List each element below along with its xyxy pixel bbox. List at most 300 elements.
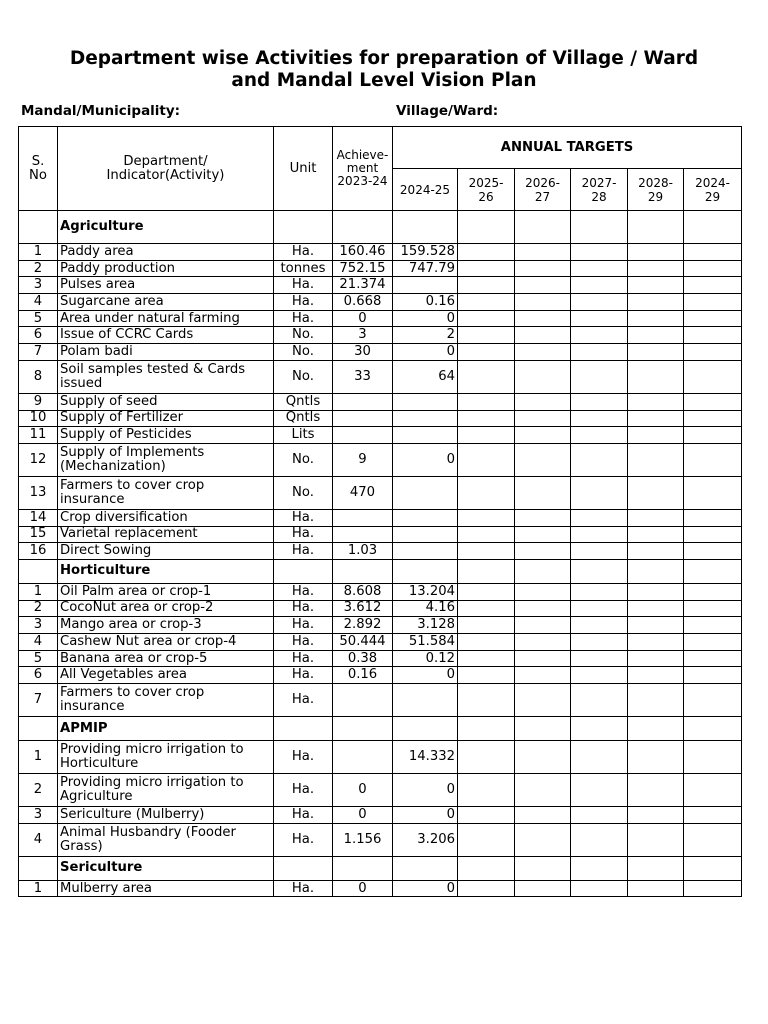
empty-cell bbox=[274, 559, 333, 583]
row-achievement: 33 bbox=[333, 360, 393, 393]
empty-target-cell bbox=[684, 823, 742, 856]
section-row bbox=[19, 559, 742, 583]
row-unit: Ha. bbox=[274, 543, 333, 560]
row-sno: 7 bbox=[19, 344, 58, 361]
empty-cell bbox=[571, 856, 628, 880]
row-activity: Sugarcane area bbox=[58, 294, 274, 311]
empty-cell bbox=[19, 211, 58, 244]
header-sno bbox=[19, 127, 58, 211]
empty-target-cell bbox=[628, 427, 684, 444]
empty-target-cell bbox=[458, 807, 515, 824]
row-achievement: 3 bbox=[333, 327, 393, 344]
empty-cell bbox=[19, 559, 58, 583]
row-activity: Polam badi bbox=[58, 344, 274, 361]
empty-target-cell bbox=[628, 634, 684, 651]
empty-target-cell bbox=[515, 774, 571, 807]
empty-target-cell bbox=[684, 393, 742, 410]
empty-target-cell bbox=[571, 410, 628, 427]
row-target-2024-25: 3.206 bbox=[393, 823, 458, 856]
empty-target-cell bbox=[515, 427, 571, 444]
table-row bbox=[19, 650, 742, 667]
row-achievement: 0 bbox=[333, 880, 393, 897]
empty-cell bbox=[274, 717, 333, 741]
empty-target-cell bbox=[515, 277, 571, 294]
empty-target-cell bbox=[571, 774, 628, 807]
row-unit: Ha. bbox=[274, 310, 333, 327]
empty-target-cell bbox=[515, 294, 571, 311]
empty-target-cell bbox=[684, 294, 742, 311]
empty-cell bbox=[393, 559, 458, 583]
row-sno: 15 bbox=[19, 526, 58, 543]
empty-cell bbox=[458, 211, 515, 244]
empty-cell bbox=[628, 211, 684, 244]
table-row bbox=[19, 543, 742, 560]
empty-target-cell bbox=[571, 476, 628, 509]
row-target-2024-25 bbox=[393, 393, 458, 410]
empty-cell bbox=[571, 559, 628, 583]
empty-target-cell bbox=[515, 667, 571, 684]
section-row bbox=[19, 717, 742, 741]
empty-cell bbox=[333, 856, 393, 880]
header-achievement bbox=[333, 127, 393, 211]
empty-target-cell bbox=[515, 360, 571, 393]
empty-target-cell bbox=[458, 583, 515, 600]
row-activity: Paddy area bbox=[58, 244, 274, 261]
empty-cell bbox=[628, 717, 684, 741]
row-target-2024-25: 0.16 bbox=[393, 294, 458, 311]
section-name: Agriculture bbox=[58, 211, 274, 244]
row-unit: Ha. bbox=[274, 741, 333, 774]
empty-target-cell bbox=[628, 443, 684, 476]
empty-cell bbox=[515, 856, 571, 880]
row-unit: Ha. bbox=[274, 244, 333, 261]
empty-target-cell bbox=[515, 410, 571, 427]
row-sno: 7 bbox=[19, 684, 58, 717]
row-target-2024-25: 0 bbox=[393, 880, 458, 897]
row-unit: Ha. bbox=[274, 583, 333, 600]
row-unit: Ha. bbox=[274, 634, 333, 651]
row-achievement: 0.16 bbox=[333, 667, 393, 684]
empty-target-cell bbox=[571, 807, 628, 824]
row-target-2024-25 bbox=[393, 277, 458, 294]
empty-target-cell bbox=[684, 427, 742, 444]
row-unit: No. bbox=[274, 443, 333, 476]
table-row bbox=[19, 526, 742, 543]
row-target-2024-25 bbox=[393, 509, 458, 526]
empty-target-cell bbox=[458, 277, 515, 294]
row-achievement: 9 bbox=[333, 443, 393, 476]
row-activity: Sericulture (Mulberry) bbox=[58, 807, 274, 824]
row-achievement: 0 bbox=[333, 807, 393, 824]
row-activity: Mango area or crop-3 bbox=[58, 617, 274, 634]
empty-target-cell bbox=[571, 634, 628, 651]
row-achievement: 1.156 bbox=[333, 823, 393, 856]
empty-cell bbox=[515, 717, 571, 741]
row-target-2024-25 bbox=[393, 410, 458, 427]
empty-target-cell bbox=[458, 360, 515, 393]
empty-target-cell bbox=[571, 583, 628, 600]
row-sno: 8 bbox=[19, 360, 58, 393]
row-achievement: 752.15 bbox=[333, 260, 393, 277]
row-target-2024-25 bbox=[393, 543, 458, 560]
empty-target-cell bbox=[515, 741, 571, 774]
row-achievement: 21.374 bbox=[333, 277, 393, 294]
empty-cell bbox=[684, 559, 742, 583]
header-year bbox=[684, 169, 742, 211]
empty-cell bbox=[458, 559, 515, 583]
row-sno: 1 bbox=[19, 880, 58, 897]
empty-target-cell bbox=[515, 526, 571, 543]
empty-target-cell bbox=[628, 583, 684, 600]
empty-target-cell bbox=[458, 410, 515, 427]
row-achievement bbox=[333, 741, 393, 774]
empty-target-cell bbox=[684, 684, 742, 717]
empty-target-cell bbox=[571, 393, 628, 410]
row-activity: Area under natural farming bbox=[58, 310, 274, 327]
empty-cell bbox=[571, 717, 628, 741]
row-achievement: 0.668 bbox=[333, 294, 393, 311]
empty-target-cell bbox=[515, 509, 571, 526]
table-row bbox=[19, 741, 742, 774]
row-achievement: 0.38 bbox=[333, 650, 393, 667]
table-row bbox=[19, 260, 742, 277]
row-unit: Qntls bbox=[274, 410, 333, 427]
empty-target-cell bbox=[684, 327, 742, 344]
header-unit bbox=[274, 127, 333, 211]
empty-cell bbox=[274, 856, 333, 880]
empty-target-cell bbox=[628, 244, 684, 261]
row-sno: 2 bbox=[19, 600, 58, 617]
empty-target-cell bbox=[628, 476, 684, 509]
row-unit: Ha. bbox=[274, 807, 333, 824]
empty-target-cell bbox=[515, 260, 571, 277]
row-target-2024-25 bbox=[393, 427, 458, 444]
table-row bbox=[19, 684, 742, 717]
row-unit: Ha. bbox=[274, 650, 333, 667]
empty-target-cell bbox=[684, 526, 742, 543]
row-activity: Issue of CCRC Cards bbox=[58, 327, 274, 344]
row-target-2024-25: 747.79 bbox=[393, 260, 458, 277]
empty-target-cell bbox=[515, 583, 571, 600]
table-row bbox=[19, 634, 742, 651]
header-year bbox=[515, 169, 571, 211]
empty-target-cell bbox=[571, 310, 628, 327]
row-target-2024-25: 4.16 bbox=[393, 600, 458, 617]
empty-target-cell bbox=[458, 509, 515, 526]
empty-target-cell bbox=[571, 526, 628, 543]
empty-target-cell bbox=[515, 244, 571, 261]
row-sno: 13 bbox=[19, 476, 58, 509]
section-name: Sericulture bbox=[58, 856, 274, 880]
empty-target-cell bbox=[515, 684, 571, 717]
row-target-2024-25: 159.528 bbox=[393, 244, 458, 261]
row-sno: 12 bbox=[19, 443, 58, 476]
row-unit: Ha. bbox=[274, 526, 333, 543]
empty-target-cell bbox=[458, 526, 515, 543]
empty-cell bbox=[333, 559, 393, 583]
header-year-text: 2024- 29 bbox=[695, 175, 730, 204]
row-activity: Supply of seed bbox=[58, 393, 274, 410]
empty-cell bbox=[684, 717, 742, 741]
table-row bbox=[19, 880, 742, 897]
row-target-2024-25: 0.12 bbox=[393, 650, 458, 667]
row-activity: Cashew Nut area or crop-4 bbox=[58, 634, 274, 651]
empty-target-cell bbox=[458, 260, 515, 277]
empty-cell bbox=[515, 211, 571, 244]
row-activity: Animal Husbandry (Fooder Grass) bbox=[58, 823, 274, 856]
row-sno: 3 bbox=[19, 277, 58, 294]
empty-target-cell bbox=[571, 617, 628, 634]
empty-target-cell bbox=[628, 741, 684, 774]
row-achievement bbox=[333, 427, 393, 444]
empty-target-cell bbox=[684, 741, 742, 774]
header-year bbox=[571, 169, 628, 211]
row-unit: Ha. bbox=[274, 823, 333, 856]
empty-target-cell bbox=[684, 617, 742, 634]
empty-target-cell bbox=[571, 427, 628, 444]
empty-target-cell bbox=[684, 509, 742, 526]
empty-target-cell bbox=[458, 823, 515, 856]
empty-target-cell bbox=[628, 310, 684, 327]
mandal-label: Mandal/Municipality: bbox=[21, 103, 181, 119]
row-achievement bbox=[333, 526, 393, 543]
table-row bbox=[19, 277, 742, 294]
header-annual-targets bbox=[393, 127, 742, 169]
empty-target-cell bbox=[571, 244, 628, 261]
row-sno: 5 bbox=[19, 310, 58, 327]
table-row bbox=[19, 443, 742, 476]
empty-target-cell bbox=[458, 443, 515, 476]
section-row bbox=[19, 211, 742, 244]
empty-target-cell bbox=[515, 823, 571, 856]
row-sno: 10 bbox=[19, 410, 58, 427]
empty-cell bbox=[628, 559, 684, 583]
row-sno: 14 bbox=[19, 509, 58, 526]
empty-cell bbox=[393, 211, 458, 244]
table-row bbox=[19, 393, 742, 410]
empty-cell bbox=[458, 856, 515, 880]
row-unit: No. bbox=[274, 476, 333, 509]
empty-cell bbox=[684, 211, 742, 244]
empty-target-cell bbox=[628, 393, 684, 410]
row-unit: Ha. bbox=[274, 684, 333, 717]
row-achievement bbox=[333, 684, 393, 717]
empty-target-cell bbox=[571, 741, 628, 774]
empty-target-cell bbox=[628, 260, 684, 277]
row-target-2024-25: 51.584 bbox=[393, 634, 458, 651]
empty-target-cell bbox=[628, 360, 684, 393]
empty-target-cell bbox=[684, 476, 742, 509]
row-target-2024-25: 0 bbox=[393, 667, 458, 684]
row-activity: Soil samples tested & Cards issued bbox=[58, 360, 274, 393]
empty-cell bbox=[333, 717, 393, 741]
row-activity: All Vegetables area bbox=[58, 667, 274, 684]
empty-target-cell bbox=[684, 583, 742, 600]
empty-target-cell bbox=[458, 310, 515, 327]
table-row bbox=[19, 244, 742, 261]
table-row bbox=[19, 327, 742, 344]
row-sno: 3 bbox=[19, 807, 58, 824]
row-activity: Providing micro irrigation to Agriculture bbox=[58, 774, 274, 807]
row-unit: No. bbox=[274, 327, 333, 344]
empty-target-cell bbox=[571, 667, 628, 684]
empty-target-cell bbox=[515, 393, 571, 410]
row-activity: Farmers to cover crop insurance bbox=[58, 684, 274, 717]
empty-target-cell bbox=[571, 360, 628, 393]
empty-target-cell bbox=[458, 617, 515, 634]
row-achievement bbox=[333, 509, 393, 526]
empty-target-cell bbox=[684, 277, 742, 294]
row-activity: Crop diversification bbox=[58, 509, 274, 526]
empty-target-cell bbox=[571, 509, 628, 526]
row-activity: Supply of Fertilizer bbox=[58, 410, 274, 427]
row-target-2024-25 bbox=[393, 526, 458, 543]
empty-target-cell bbox=[628, 684, 684, 717]
header-annual-targets-text: ANNUAL TARGETS bbox=[500, 139, 634, 155]
empty-target-cell bbox=[458, 634, 515, 651]
empty-target-cell bbox=[458, 741, 515, 774]
empty-target-cell bbox=[515, 807, 571, 824]
table-row bbox=[19, 344, 742, 361]
section-name: Horticulture bbox=[58, 559, 274, 583]
row-achievement: 50.444 bbox=[333, 634, 393, 651]
row-unit: Ha. bbox=[274, 600, 333, 617]
empty-target-cell bbox=[684, 880, 742, 897]
row-sno: 1 bbox=[19, 741, 58, 774]
table-row bbox=[19, 617, 742, 634]
empty-target-cell bbox=[628, 294, 684, 311]
empty-target-cell bbox=[628, 344, 684, 361]
row-target-2024-25: 0 bbox=[393, 443, 458, 476]
empty-target-cell bbox=[571, 823, 628, 856]
village-label: Village/Ward: bbox=[396, 103, 499, 119]
table-row bbox=[19, 427, 742, 444]
row-sno: 6 bbox=[19, 667, 58, 684]
empty-cell bbox=[515, 559, 571, 583]
header-year bbox=[393, 169, 458, 211]
row-unit: No. bbox=[274, 360, 333, 393]
header-department bbox=[58, 127, 274, 211]
row-sno: 5 bbox=[19, 650, 58, 667]
empty-target-cell bbox=[684, 260, 742, 277]
row-sno: 3 bbox=[19, 617, 58, 634]
empty-target-cell bbox=[628, 600, 684, 617]
row-target-2024-25: 0 bbox=[393, 310, 458, 327]
empty-target-cell bbox=[684, 410, 742, 427]
table-row bbox=[19, 774, 742, 807]
row-activity: Pulses area bbox=[58, 277, 274, 294]
row-unit: No. bbox=[274, 344, 333, 361]
empty-cell bbox=[333, 211, 393, 244]
empty-target-cell bbox=[515, 543, 571, 560]
empty-target-cell bbox=[684, 360, 742, 393]
table-row bbox=[19, 410, 742, 427]
page-title bbox=[0, 48, 768, 92]
row-activity: Direct Sowing bbox=[58, 543, 274, 560]
row-achievement bbox=[333, 393, 393, 410]
header-unit-text: Unit bbox=[289, 160, 317, 176]
section-name: APMIP bbox=[58, 717, 274, 741]
header-year-text: 2027- 28 bbox=[581, 175, 617, 204]
empty-target-cell bbox=[515, 880, 571, 897]
row-sno: 9 bbox=[19, 393, 58, 410]
table-row bbox=[19, 823, 742, 856]
empty-target-cell bbox=[684, 244, 742, 261]
row-sno: 6 bbox=[19, 327, 58, 344]
empty-cell bbox=[19, 717, 58, 741]
empty-target-cell bbox=[628, 617, 684, 634]
empty-target-cell bbox=[458, 344, 515, 361]
empty-target-cell bbox=[515, 634, 571, 651]
vision-plan-table bbox=[18, 126, 742, 897]
empty-target-cell bbox=[571, 294, 628, 311]
empty-target-cell bbox=[628, 807, 684, 824]
table-row bbox=[19, 667, 742, 684]
table-row bbox=[19, 509, 742, 526]
empty-target-cell bbox=[458, 244, 515, 261]
empty-cell bbox=[628, 856, 684, 880]
empty-target-cell bbox=[515, 344, 571, 361]
row-target-2024-25: 0 bbox=[393, 774, 458, 807]
empty-target-cell bbox=[684, 807, 742, 824]
header-year bbox=[458, 169, 515, 211]
title-line-2: and Mandal Level Vision Plan bbox=[231, 70, 537, 91]
row-achievement bbox=[333, 410, 393, 427]
empty-target-cell bbox=[684, 344, 742, 361]
empty-target-cell bbox=[515, 476, 571, 509]
empty-target-cell bbox=[458, 427, 515, 444]
empty-target-cell bbox=[684, 310, 742, 327]
row-unit: Lits bbox=[274, 427, 333, 444]
empty-target-cell bbox=[571, 443, 628, 476]
row-activity: Oil Palm area or crop-1 bbox=[58, 583, 274, 600]
empty-target-cell bbox=[458, 880, 515, 897]
row-activity: Providing micro irrigation to Horticulture bbox=[58, 741, 274, 774]
empty-target-cell bbox=[684, 634, 742, 651]
row-achievement: 30 bbox=[333, 344, 393, 361]
row-unit: Ha. bbox=[274, 667, 333, 684]
header-sno-text: S. No bbox=[29, 153, 47, 183]
row-target-2024-25: 0 bbox=[393, 344, 458, 361]
empty-target-cell bbox=[628, 823, 684, 856]
row-unit: Ha. bbox=[274, 277, 333, 294]
empty-target-cell bbox=[571, 880, 628, 897]
row-sno: 2 bbox=[19, 774, 58, 807]
empty-target-cell bbox=[458, 543, 515, 560]
empty-target-cell bbox=[458, 294, 515, 311]
empty-target-cell bbox=[458, 667, 515, 684]
empty-target-cell bbox=[515, 310, 571, 327]
table-row bbox=[19, 294, 742, 311]
row-unit: tonnes bbox=[274, 260, 333, 277]
row-activity: Mulberry area bbox=[58, 880, 274, 897]
empty-target-cell bbox=[571, 650, 628, 667]
empty-cell bbox=[393, 717, 458, 741]
row-target-2024-25: 64 bbox=[393, 360, 458, 393]
row-achievement: 3.612 bbox=[333, 600, 393, 617]
empty-target-cell bbox=[684, 600, 742, 617]
row-target-2024-25: 3.128 bbox=[393, 617, 458, 634]
row-target-2024-25: 2 bbox=[393, 327, 458, 344]
empty-target-cell bbox=[684, 443, 742, 476]
row-sno: 1 bbox=[19, 583, 58, 600]
row-unit: Ha. bbox=[274, 774, 333, 807]
row-sno: 4 bbox=[19, 823, 58, 856]
row-unit: Ha. bbox=[274, 294, 333, 311]
row-unit: Qntls bbox=[274, 393, 333, 410]
empty-target-cell bbox=[515, 650, 571, 667]
empty-target-cell bbox=[571, 344, 628, 361]
